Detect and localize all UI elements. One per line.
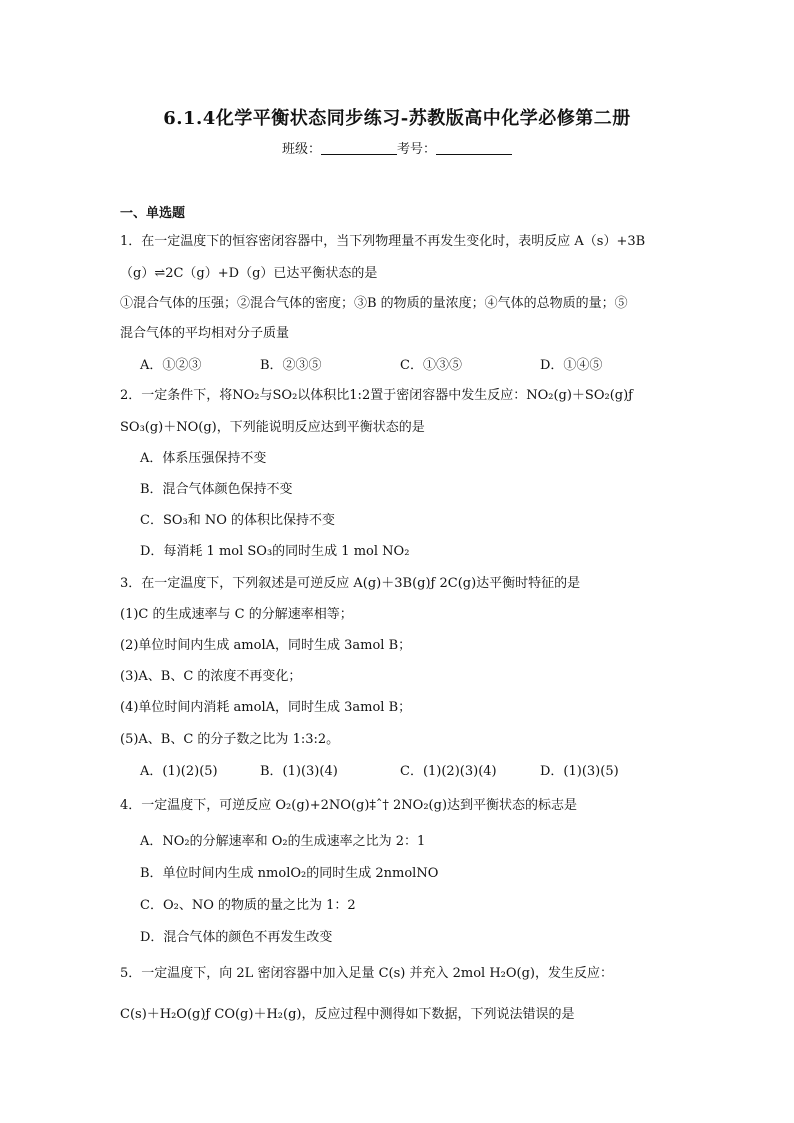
q1-option-a[interactable]: A．①②③ xyxy=(140,358,202,373)
q1-line4: 混合气体的平均相对分子质量 xyxy=(120,326,290,341)
q2-option-b[interactable]: B．混合气体颜色保持不变 xyxy=(140,482,293,497)
q3-options xyxy=(140,760,660,779)
class-blank[interactable] xyxy=(321,142,397,155)
q1-option-d[interactable]: D．①④⑤ xyxy=(540,358,603,373)
q1-option-b[interactable]: B．②③⑤ xyxy=(260,358,322,373)
q3-statement-1: (1)C 的生成速率与 C 的分解速率相等； xyxy=(120,607,353,622)
q5-line1: 5．一定温度下，向 2L 密闭容器中加入足量 C(s) 并充入 2mol H₂O(g)，发生反应： xyxy=(120,966,613,981)
q1-line1: 1．在一定温度下的恒容密闭容器中，当下列物理量不再发生变化时，表明反应 A（s）+3B xyxy=(120,234,646,249)
q1-line2: （g）⇌2C（g）+D（g）已达平衡状态的是 xyxy=(120,266,378,281)
section-heading: 一、单选题 xyxy=(120,206,186,221)
class-label: 班级： xyxy=(281,142,321,157)
student-info xyxy=(0,138,794,157)
q3-statement-3: (3)A、B、C 的浓度不再变化； xyxy=(120,669,302,684)
q3-option-a[interactable]: A．(1)(2)(5) xyxy=(140,764,218,779)
q2-option-c[interactable]: C．SO₃和 NO 的体积比保持不变 xyxy=(140,513,336,528)
q2-option-d[interactable]: D．每消耗 1 mol SO₃的同时生成 1 mol NO₂ xyxy=(140,544,410,559)
q3-option-d[interactable]: D．(1)(3)(5) xyxy=(540,764,619,779)
q4-line1: 4．一定温度下，可逆反应 O₂(g)+2NO(g)‡ˆ† 2NO₂(g)达到平衡状态的标志是 xyxy=(120,798,578,813)
q4-option-a[interactable]: A．NO₂的分解速率和 O₂的生成速率之比为 2：1 xyxy=(140,834,426,849)
q1-option-c[interactable]: C．①③⑤ xyxy=(400,358,462,373)
q5-line2: C(s)＋H₂O(g)ƒ CO(g)＋H₂(g)，反应过程中测得如下数据，下列说法错误的是 xyxy=(120,1007,575,1022)
q3-statement-4: (4)单位时间内消耗 amolA，同时生成 3amol B； xyxy=(120,700,412,715)
q2-option-a[interactable]: A．体系压强保持不变 xyxy=(140,451,267,466)
q3-option-b[interactable]: B．(1)(3)(4) xyxy=(260,764,338,779)
exam-label: 考号： xyxy=(397,142,437,157)
q1-line3: ①混合气体的压强；②混合气体的密度；③B 的物质的量浓度；④气体的总物质的量；⑤ xyxy=(120,296,628,311)
document-title: 6.1.4化学平衡状态同步练习-苏教版高中化学必修第二册 xyxy=(163,108,631,129)
q3-line1: 3．在一定温度下，下列叙述是可逆反应 A(g)＋3B(g)ƒ 2C(g)达平衡时特征的是 xyxy=(120,576,581,591)
exam-blank[interactable] xyxy=(436,142,512,155)
q3-option-c[interactable]: C．(1)(2)(3)(4) xyxy=(400,764,497,779)
q3-statement-5: (5)A、B、C 的分子数之比为 1:3:2。 xyxy=(120,732,340,747)
q4-option-d[interactable]: D．混合气体的颜色不再发生改变 xyxy=(140,930,333,945)
q1-options xyxy=(140,354,660,373)
q4-option-b[interactable]: B．单位时间内生成 nmolO₂的同时生成 2nmolNO xyxy=(140,866,439,881)
q3-statement-2: (2)单位时间内生成 amolA，同时生成 3amol B； xyxy=(120,638,412,653)
q4-option-c[interactable]: C．O₂、NO 的物质的量之比为 1：2 xyxy=(140,898,356,913)
q2-line1: 2．一定条件下，将NO₂与SO₂以体积比1:2置于密闭容器中发生反应：NO₂(g)＋SO₂(g)ƒ xyxy=(120,388,633,403)
q2-line2: SO₃(g)＋NO(g)，下列能说明反应达到平衡状态的是 xyxy=(120,420,425,435)
